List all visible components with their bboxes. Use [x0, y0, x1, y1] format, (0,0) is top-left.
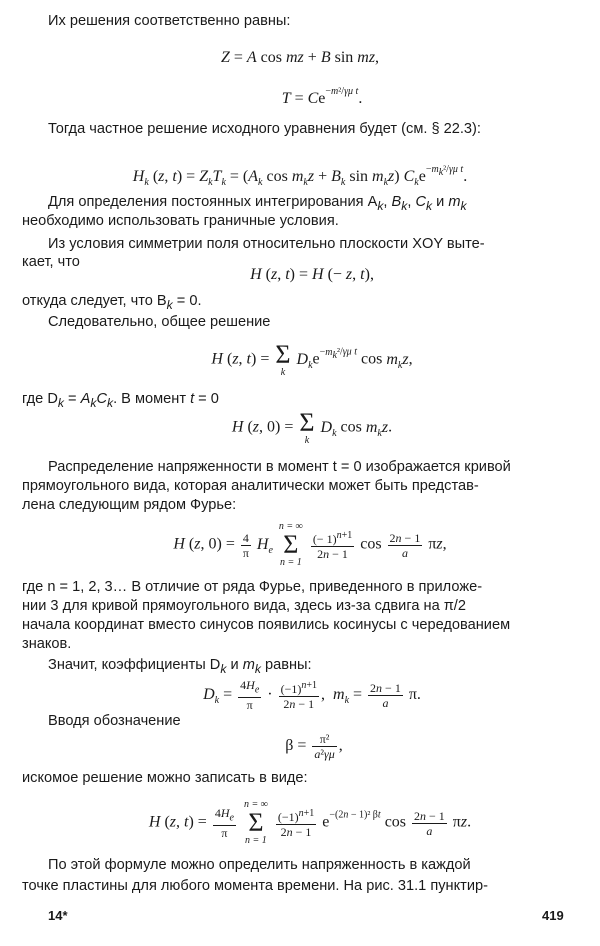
text-line: нии 3 для кривой прямоугольного вида, здесь из-за сдвига на π/2: [22, 598, 466, 614]
text-line: прямоугольного вида, которая аналитически может быть представ-: [22, 478, 479, 494]
text-line: Их решения соответственно равны:: [48, 13, 291, 29]
equation-general: H (z, t) = Σ k $D_ke^{-m_k^2/\gamma\mu t}$ $\cos m_kz$,: [211, 340, 413, 378]
text-line: Значит, коэффициенты $D_k$ и $m_k$ равны:: [48, 657, 312, 676]
page-number: 419: [542, 908, 564, 923]
equation-initial: H (z, 0) = Σ k $D_k$ $\cos m_kz$.: [231, 408, 393, 446]
text-line: Вводя обозначение: [48, 713, 181, 729]
equation-z: Z = A cos mz + B sin mz,: [220, 49, 380, 66]
equation-solution: H (z, t) = $\frac{4H_e}{\pi}$ n = ∞ Σ n = 1 $\frac{(-1)^{n+1}}{2n - 1}$ $e^{-(2n - 1)^2 \beta t}$ cos $\frac{2n - 1}{a}$ πz.: [148, 799, 472, 846]
text-line: искомое решение можно записать в виде:: [22, 770, 308, 786]
text-line: Для определения постоянных интегрирования $A_k$, $B_k$, $C_k$ и $m_k$: [48, 194, 467, 213]
text-line: лена следующим рядом Фурье:: [22, 497, 237, 513]
text-line: знаков.: [22, 636, 72, 652]
text-line: Распределение напряженности в момент t = 0 изображается кривой: [48, 459, 511, 475]
equation-particular: $H_k$ (z, $t) = Z_kT_k = (A_k$ $\cos m_kz + B_k$ $\sin m_kz$) $C_ke^{-m_k^2/\gamma\mu t}$.: [132, 164, 468, 189]
text-line: кает, что: [22, 254, 80, 270]
signature-mark: 14*: [48, 908, 68, 923]
text-line: где n = 1, 2, 3… В отличие от ряда Фурье, приведенного в приложе-: [22, 579, 483, 595]
text-line: откуда следует, что $B_k = 0$.: [22, 293, 202, 312]
text-line: По этой формуле можно определить напряженность в каждой: [48, 857, 471, 873]
text-line: Тогда частное решение исходного уравнения будет (см. § 22.3):: [48, 121, 481, 137]
text-line: начала координат вместо синусов появились косинусы с чередованием: [22, 617, 511, 633]
text-line: точке пластины для любого момента времени. На рис. 31.1 пунктир-: [22, 878, 488, 894]
equation-t: $T = Ce^{-m^2/\gamma\mu t}$.: [281, 86, 363, 107]
equation-fourier: H (z, 0) = $\frac{4}{\pi}$ $H_e$ n = ∞ Σ n = 1 $\frac{(- 1)^{n+1}}{2n - 1}$ cos $\frac{2n - 1}{a}$ πz,: [173, 521, 447, 568]
text-line: необходимо использовать граничные условия.: [22, 213, 339, 229]
equation-coefficients: $D_k$ = $\frac{4H_e}{\pi}$ · $\frac{(-1)^{n+1}}{2n - 1}$ , $m_k$ = $\frac{2n - 1}{a}$ π.: [203, 678, 421, 713]
text-line: Из условия симметрии поля относительно плоскости XOY выте-: [48, 236, 485, 252]
text-line: Следовательно, общее решение: [48, 314, 271, 330]
text-line: где $D_k = A_kC_k$. В момент t = 0: [22, 391, 219, 410]
equation-symmetry: H (z, t) = H (− z, t),: [250, 266, 374, 283]
equation-beta: β = $\frac{\text{π²}}{\text{a²γμ}}$ ,: [285, 732, 343, 761]
